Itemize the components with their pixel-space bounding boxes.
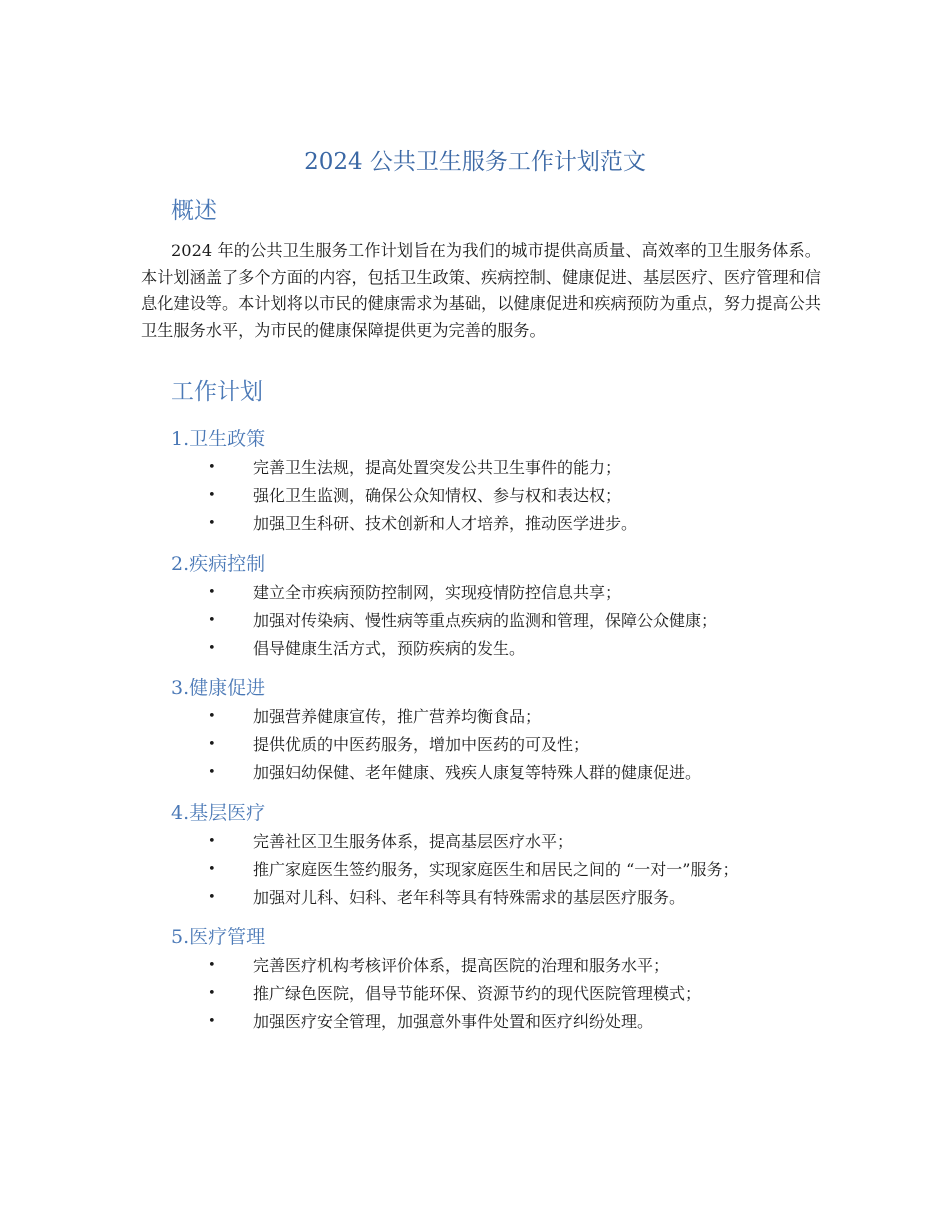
- bullet-list: [0, 952, 950, 1036]
- bullet-icon: •: [208, 1014, 216, 1029]
- list-item: [0, 731, 950, 759]
- section-heading: 5.医疗管理: [171, 926, 266, 948]
- bullet-icon: •: [208, 709, 216, 724]
- list-item: [0, 856, 950, 884]
- list-item-text: 加强对儿科、妇科、老年科等具有特殊需求的基层医疗服务。: [253, 888, 686, 907]
- bullet-icon: •: [208, 958, 216, 973]
- bullet-list: [0, 703, 950, 787]
- bullet-list: [0, 579, 950, 663]
- bullet-icon: •: [208, 986, 216, 1001]
- bullet-icon: •: [208, 765, 216, 780]
- bullet-list: [0, 828, 950, 912]
- bullet-icon: •: [208, 890, 216, 905]
- list-item-text: 倡导健康生活方式，预防疾病的发生。: [253, 639, 526, 658]
- list-item-text: 完善卫生法规，提高处置突发公共卫生事件的能力；: [253, 458, 622, 477]
- list-item-text: 加强妇幼保健、老年健康、残疾人康复等特殊人群的健康促进。: [253, 763, 702, 782]
- list-item: [0, 482, 950, 510]
- list-item-text: 推广绿色医院，倡导节能环保、资源节约的现代医院管理模式；: [253, 984, 702, 1003]
- list-item: [0, 635, 950, 663]
- document-title: 2024 公共卫生服务工作计划范文: [304, 149, 646, 175]
- list-item: [0, 884, 950, 912]
- list-item-text: 加强对传染病、慢性病等重点疾病的监测和管理，保障公众健康；: [253, 611, 718, 630]
- overview-heading: 概述: [171, 198, 217, 224]
- bullet-icon: •: [208, 488, 216, 503]
- list-item: [0, 607, 950, 635]
- list-item: [0, 759, 950, 787]
- work-plan-heading: 工作计划: [171, 379, 263, 405]
- bullet-icon: •: [208, 737, 216, 752]
- list-item: [0, 1008, 950, 1036]
- list-item-text: 提供优质的中医药服务，增加中医药的可及性；: [253, 735, 590, 754]
- list-item: [0, 579, 950, 607]
- bullet-icon: •: [208, 585, 216, 600]
- section-heading: 2.疾病控制: [171, 553, 266, 575]
- list-item: [0, 454, 950, 482]
- bullet-icon: •: [208, 516, 216, 531]
- bullet-icon: •: [208, 862, 216, 877]
- bullet-icon: •: [208, 613, 216, 628]
- list-item: [0, 703, 950, 731]
- list-item-text: 建立全市疾病预防控制网，实现疫情防控信息共享；: [253, 583, 622, 602]
- list-item: [0, 828, 950, 856]
- section-heading: 1.卫生政策: [171, 428, 266, 450]
- bullet-icon: •: [208, 460, 216, 475]
- list-item-text: 完善社区卫生服务体系，提高基层医疗水平；: [253, 832, 574, 851]
- list-item: [0, 980, 950, 1008]
- section-heading: 3.健康促进: [171, 677, 266, 699]
- overview-paragraph: 2024 年的公共卫生服务工作计划旨在为我们的城市提供高质量、高效率的卫生服务体系。本计划涵盖了多个方面的内容，包括卫生政策、疾病控制、健康促进、基层医疗、医疗管理和信息化建设等。本计划将以市民的健康需求为基础，以健康促进和疾病预防为重点，努力提高公共卫生服务水平，为市民的健康保障提供更为完善的服务。: [141, 241, 821, 340]
- bullet-list: [0, 454, 950, 538]
- list-item-text: 完善医疗机构考核评价体系，提高医院的治理和服务水平；: [253, 956, 670, 975]
- list-item-text: 加强卫生科研、技术创新和人才培养，推动医学进步。: [253, 514, 638, 533]
- section-heading: 4.基层医疗: [171, 802, 266, 824]
- list-item: [0, 510, 950, 538]
- list-item-text: 加强医疗安全管理，加强意外事件处置和医疗纠纷处理。: [253, 1012, 654, 1031]
- list-item: [0, 952, 950, 980]
- list-item-text: 推广家庭医生签约服务，实现家庭医生和居民之间的 “一对一”服务；: [253, 860, 739, 879]
- list-item-text: 强化卫生监测，确保公众知情权、参与权和表达权；: [253, 486, 622, 505]
- bullet-icon: •: [208, 834, 216, 849]
- bullet-icon: •: [208, 641, 216, 656]
- list-item-text: 加强营养健康宣传，推广营养均衡食品；: [253, 707, 542, 726]
